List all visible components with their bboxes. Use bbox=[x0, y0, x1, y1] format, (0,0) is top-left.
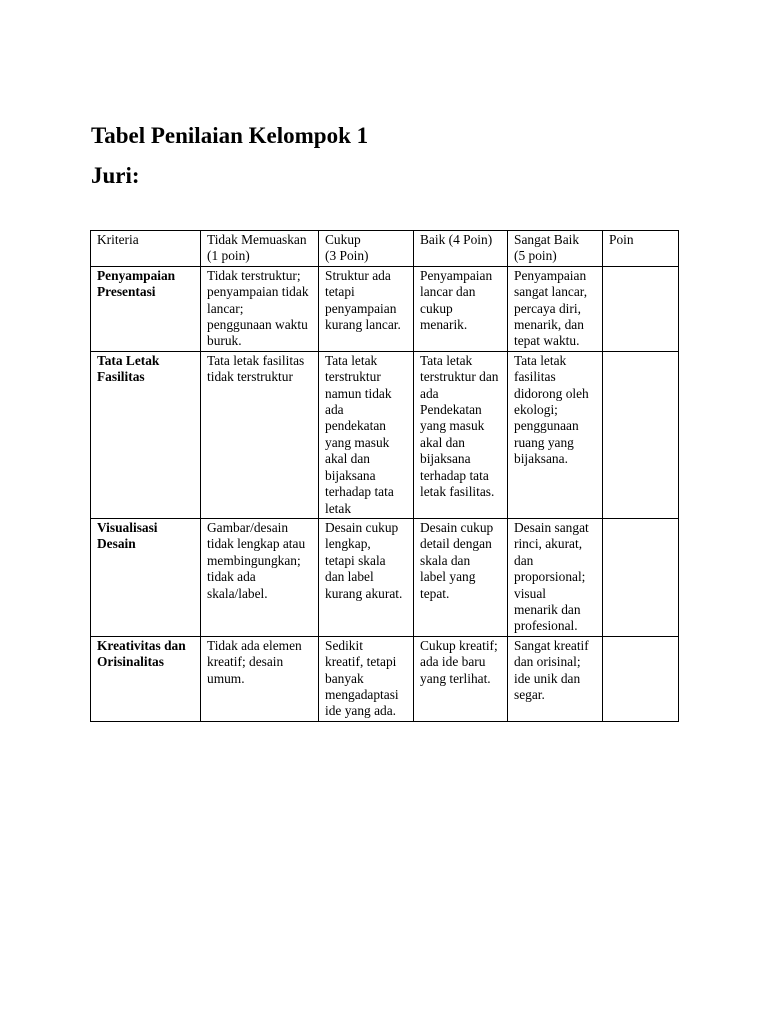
table-cell: Penyampaian lancar dan cukup menarik. bbox=[414, 266, 508, 351]
poin-cell bbox=[603, 266, 679, 351]
table-cell: Desain cukup lengkap, tetapi skala dan label kurang akurat. bbox=[319, 518, 414, 636]
table-cell: Tidak terstruktur; penyampaian tidak lancar; penggunaan waktu buruk. bbox=[201, 266, 319, 351]
table-row bbox=[91, 351, 679, 518]
table-cell: Penyampaian sangat lancar, percaya diri, menarik, dan tepat waktu. bbox=[508, 266, 603, 351]
table-row bbox=[91, 266, 679, 351]
criterion-cell: Visualisasi Desain bbox=[91, 518, 201, 636]
table-cell: Tata letak fasilitas didorong oleh ekologi; penggunaan ruang yang bijaksana. bbox=[508, 351, 603, 518]
header-cell: Poin bbox=[603, 231, 679, 267]
table-cell: Sangat kreatif dan orisinal; ide unik dan segar. bbox=[508, 636, 603, 721]
table-header-row bbox=[91, 231, 679, 267]
header-cell: Tidak Memuaskan (1 poin) bbox=[201, 231, 319, 267]
table-cell: Sedikit kreatif, tetapi banyak mengadaptasi ide yang ada. bbox=[319, 636, 414, 721]
table-row bbox=[91, 636, 679, 721]
header-cell: Kriteria bbox=[91, 231, 201, 267]
table-cell: Gambar/desain tidak lengkap atau membingungkan; tidak ada skala/label. bbox=[201, 518, 319, 636]
header-cell: Sangat Baik (5 poin) bbox=[508, 231, 603, 267]
table-row bbox=[91, 518, 679, 636]
criterion-cell: Tata Letak Fasilitas bbox=[91, 351, 201, 518]
table-cell: Desain sangat rinci, akurat, dan proporsional; visual menarik dan profesional. bbox=[508, 518, 603, 636]
table-cell: Struktur ada tetapi penyampaian kurang lancar. bbox=[319, 266, 414, 351]
table-cell: Tidak ada elemen kreatif; desain umum. bbox=[201, 636, 319, 721]
table-cell: Cukup kreatif; ada ide baru yang terlihat. bbox=[414, 636, 508, 721]
page-title: Tabel Penilaian Kelompok 1 bbox=[91, 123, 369, 148]
criterion-cell: Penyampaian Presentasi bbox=[91, 266, 201, 351]
table-cell: Desain cukup detail dengan skala dan label yang tepat. bbox=[414, 518, 508, 636]
header-cell: Baik (4 Poin) bbox=[414, 231, 508, 267]
poin-cell bbox=[603, 518, 679, 636]
table-cell: Tata letak fasilitas tidak terstruktur bbox=[201, 351, 319, 518]
criterion-cell: Kreativitas dan Orisinalitas bbox=[91, 636, 201, 721]
table-cell: Tata letak terstruktur dan ada Pendekatan yang masuk akal dan bijaksana terhadap tata letak fasilitas. bbox=[414, 351, 508, 518]
poin-cell bbox=[603, 636, 679, 721]
juri-label: Juri: bbox=[91, 163, 140, 188]
header-cell: Cukup (3 Poin) bbox=[319, 231, 414, 267]
table-cell: Tata letak terstruktur namun tidak ada pendekatan yang masuk akal dan bijaksana terhadap tata letak bbox=[319, 351, 414, 518]
poin-cell bbox=[603, 351, 679, 518]
assessment-table bbox=[90, 230, 679, 722]
